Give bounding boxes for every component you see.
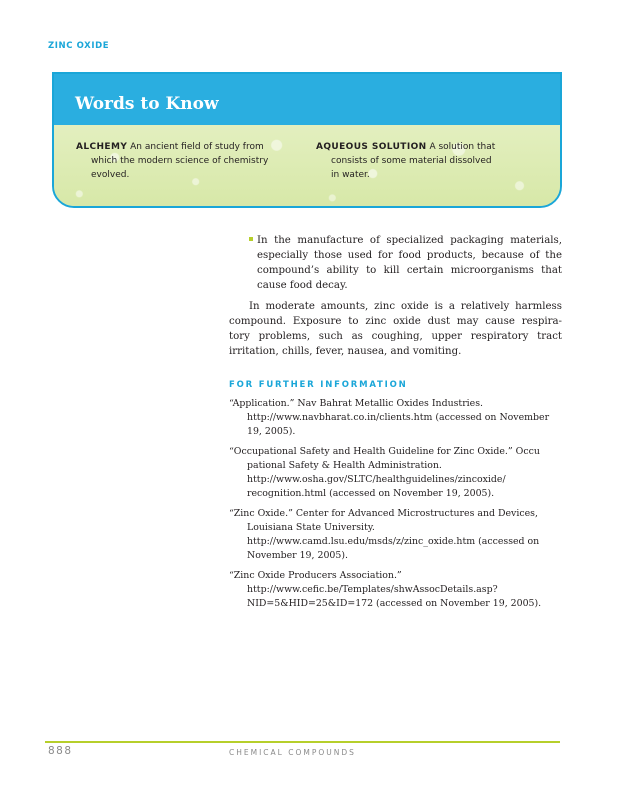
reference-url[interactable]: http://www.cefic.be/Templates/shwAssocDetails.asp? xyxy=(247,584,498,595)
glossary-definition-line: A solution that xyxy=(429,142,496,152)
reference-line: “Application.” Nav Bahrat Metallic Oxides Industries. xyxy=(229,398,484,409)
reference-line: 19, 2005). xyxy=(247,426,296,437)
glossary-entry-alchemy xyxy=(76,140,294,182)
reference-line: pational Safety & Health Administration. xyxy=(247,460,442,471)
text-line: tory problems, such as coughing, upper respiratory tract xyxy=(229,331,562,342)
footer-rule xyxy=(45,741,560,743)
reference-item xyxy=(229,397,562,439)
text-line: especially those used for food products, because of the xyxy=(257,250,562,261)
body-paragraph xyxy=(229,299,562,359)
main-text xyxy=(229,233,562,359)
glossary-definition-line: evolved. xyxy=(91,170,130,180)
glossary-definition-line: An ancient field of study from xyxy=(130,142,264,152)
text-line: cause food decay. xyxy=(257,280,348,291)
text-line: In the manufacture of specialized packaging materials, xyxy=(257,235,562,246)
glossary-definition-line: consists of some material dissolved xyxy=(331,156,492,166)
bullet-square-icon xyxy=(249,237,253,241)
bullet-item xyxy=(229,233,562,293)
reference-url[interactable]: http://www.navbharat.co.in/clients.htm (accessed on November xyxy=(247,412,550,423)
reference-item xyxy=(229,445,562,501)
reference-list xyxy=(229,397,562,617)
further-information-heading: FOR FURTHER INFORMATION xyxy=(229,380,408,390)
running-head: ZINC OXIDE xyxy=(48,41,110,51)
book-title: CHEMICAL COMPOUNDS xyxy=(229,748,356,757)
words-to-know-title: Words to Know xyxy=(75,94,219,114)
reference-line: November 19, 2005). xyxy=(247,550,348,561)
reference-url[interactable]: http://www.camd.lsu.edu/msds/z/zinc_oxide.htm (accessed on xyxy=(247,536,540,547)
glossary-term: ALCHEMY xyxy=(76,142,128,152)
reference-line: NID=5&HID=25&ID=172 (accessed on November 19, 2005). xyxy=(247,598,542,609)
reference-line: “Zinc Oxide.” Center for Advanced Microstructures and Devices, xyxy=(229,508,538,519)
text-line: compound’s ability to kill certain microorganisms that xyxy=(257,265,562,276)
reference-url[interactable]: http://www.osha.gov/SLTC/healthguidelines/zincoxide/ xyxy=(247,474,506,485)
reference-line: Louisiana State University. xyxy=(247,522,375,533)
reference-line: recognition.html (accessed on November 19, 2005). xyxy=(247,488,495,499)
words-to-know-box xyxy=(52,72,562,208)
reference-line: “Zinc Oxide Producers Association.” xyxy=(229,570,402,581)
glossary-definition-line: in water. xyxy=(331,170,370,180)
glossary-term: AQUEOUS SOLUTION xyxy=(316,142,427,152)
text-line: compound. Exposure to zinc oxide dust may cause respira- xyxy=(229,316,562,327)
words-to-know-header xyxy=(54,74,560,125)
reference-item xyxy=(229,569,562,611)
page-number: 888 xyxy=(48,745,73,757)
glossary-definition-line: which the modern science of chemistry xyxy=(91,156,269,166)
glossary-entry-aqueous-solution xyxy=(316,140,534,182)
words-to-know-body xyxy=(54,125,560,206)
reference-item xyxy=(229,507,562,563)
reference-line: “Occupational Safety and Health Guideline for Zinc Oxide.” Occu xyxy=(229,446,540,457)
text-line: In moderate amounts, zinc oxide is a relatively harmless xyxy=(249,301,562,312)
text-line: irritation, chills, fever, nausea, and vomiting. xyxy=(229,346,462,357)
